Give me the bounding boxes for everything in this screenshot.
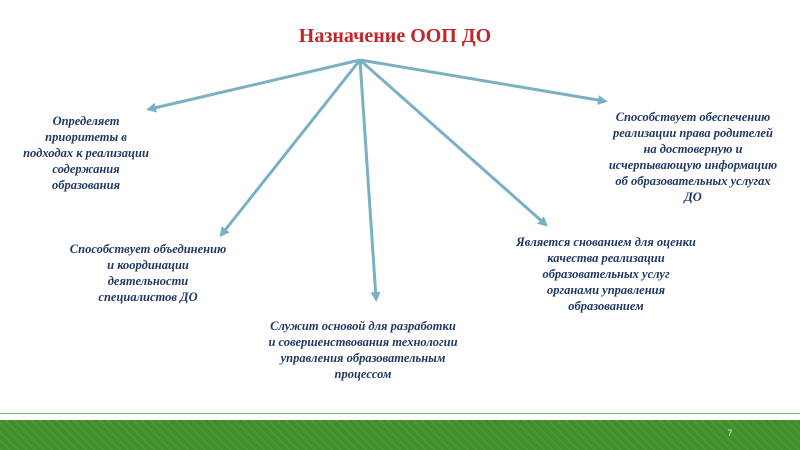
node-coordination: Способствует объединению и координации деятельности специалистов ДО — [69, 242, 227, 304]
node-quality-assessment: Является снованием для оценки качества реализации образовательных услуг органами управления образованием — [516, 235, 696, 313]
arrow-to-technology-basis — [360, 60, 376, 298]
node-priorities: Определяет приоритеты в подходах к реализации содержания образования — [23, 114, 149, 192]
arrow-to-quality-assessment — [360, 60, 545, 224]
arrow-to-parents-rights — [360, 60, 604, 101]
node-technology-basis: Служит основой для разработки и совершенствования технологии управления образовательным процессом — [268, 319, 458, 381]
page-number: 7 — [727, 428, 733, 438]
footer-band — [0, 420, 800, 450]
slide-title: Назначение ООП ДО — [298, 25, 492, 47]
node-parents-rights: Способствует обеспечению реализации права родителей на достоверную и исчерпывающую информацию об образовательных услугах ДО — [608, 110, 778, 204]
footer-divider — [0, 413, 800, 414]
